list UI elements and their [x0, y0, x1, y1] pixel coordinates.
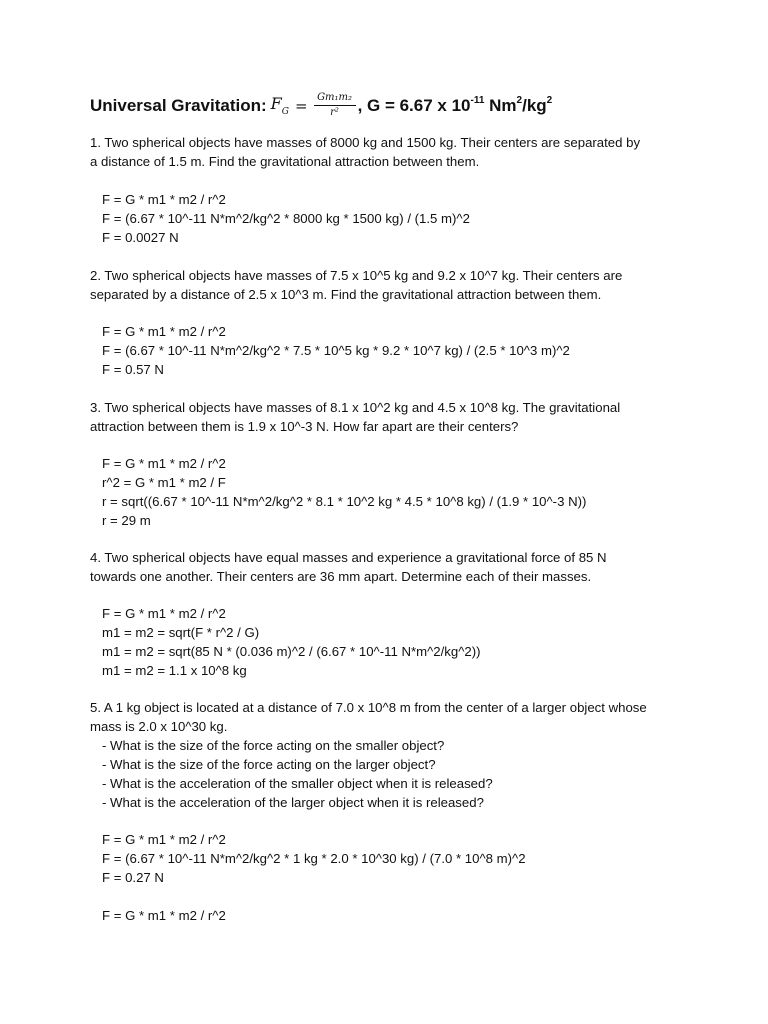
problem-2-text: separated by a distance of 2.5 x 10^3 m. Find the gravitational attraction between them. — [90, 287, 602, 302]
solution-3-line: F = G * m1 * m2 / r^2 — [102, 456, 226, 471]
solution-3-line: r = sqrt((6.67 * 10^-11 N*m^2/kg^2 * 8.1 * 10^2 kg * 4.5 * 10^8 kg) / (1.9 * 10^-3 N)) — [102, 494, 587, 509]
solution-2-line: F = G * m1 * m2 / r^2 — [102, 324, 226, 339]
formula-numerator: Gm₁m₂ — [317, 92, 353, 103]
formula-equals: = — [294, 96, 308, 115]
problem-5-question: - What is the acceleration of the larger object when it is released? — [102, 795, 484, 810]
solution-5-line: F = G * m1 * m2 / r^2 — [102, 908, 226, 923]
fraction-bar — [314, 105, 356, 106]
problem-4-text: towards one another. Their centers are 36 mm apart. Determine each of their masses. — [90, 569, 592, 584]
solution-3-line: r^2 = G * m1 * m2 / F — [102, 475, 226, 490]
solution-5-line: F = G * m1 * m2 / r^2 — [102, 832, 226, 847]
problem-4-text: 4. Two spherical objects have equal masses and experience a gravitational force of 85 N — [90, 550, 607, 565]
solution-1-answer: F = 0.0027 N — [102, 230, 179, 245]
solution-5-line: F = (6.67 * 10^-11 N*m^2/kg^2 * 1 kg * 2.0 * 10^30 kg) / (7.0 * 10^8 m)^2 — [102, 851, 526, 866]
formula-fraction — [314, 92, 356, 119]
problem-3-text: 3. Two spherical objects have masses of 8.1 x 10^2 kg and 4.5 x 10^8 kg. The gravitational — [90, 400, 621, 415]
solution-4-line: m1 = m2 = sqrt(85 N * (0.036 m)^2 / (6.67 * 10^-11 N*m^2/kg^2)) — [102, 644, 481, 659]
problem-2-text: 2. Two spherical objects have masses of 7.5 x 10^5 kg and 9.2 x 10^7 kg. Their centers are — [90, 268, 623, 283]
solution-2-line: F = (6.67 * 10^-11 N*m^2/kg^2 * 7.5 * 10^5 kg * 9.2 * 10^7 kg) / (2.5 * 10^3 m)^2 — [102, 343, 570, 358]
page-title — [90, 92, 552, 119]
solution-1-line: F = G * m1 * m2 / r^2 — [102, 192, 226, 207]
formula-denominator: r² — [330, 107, 339, 118]
solution-4-line: F = G * m1 * m2 / r^2 — [102, 606, 226, 621]
solution-5-answer: F = 0.27 N — [102, 870, 164, 885]
solution-4-answer: m1 = m2 = 1.1 x 10^8 kg — [102, 663, 247, 678]
solution-1-line: F = (6.67 * 10^-11 N*m^2/kg^2 * 8000 kg * 1500 kg) / (1.5 m)^2 — [102, 211, 470, 226]
problem-5-question: - What is the acceleration of the smaller object when it is released? — [102, 776, 493, 791]
problem-5-question: - What is the size of the force acting on the larger object? — [102, 757, 436, 772]
problem-5-question: - What is the size of the force acting on the smaller object? — [102, 738, 445, 753]
problem-1-text: 1. Two spherical objects have masses of 8000 kg and 1500 kg. Their centers are separated by — [90, 135, 641, 150]
solution-3-answer: r = 29 m — [102, 513, 151, 528]
gravitational-constant: , G = 6.67 x $10^{-11}$ $Nm^2/kg^2$ — [357, 95, 553, 115]
problem-1-text: a distance of 1.5 m. Find the gravitational attraction between them. — [90, 154, 480, 169]
title-heading: Universal Gravitation: — [90, 95, 267, 115]
problem-5-text: mass is 2.0 x 10^30 kg. — [90, 719, 228, 734]
formula-force-symbol: $F_G$ — [270, 94, 289, 117]
problem-3-text: attraction between them is 1.9 x 10^-3 N. How far apart are their centers? — [90, 419, 519, 434]
solution-2-answer: F = 0.57 N — [102, 362, 164, 377]
solution-4-line: m1 = m2 = sqrt(F * r^2 / G) — [102, 625, 260, 640]
problem-5-text: 5. A 1 kg object is located at a distance of 7.0 x 10^8 m from the center of a larger object whose — [90, 700, 647, 715]
